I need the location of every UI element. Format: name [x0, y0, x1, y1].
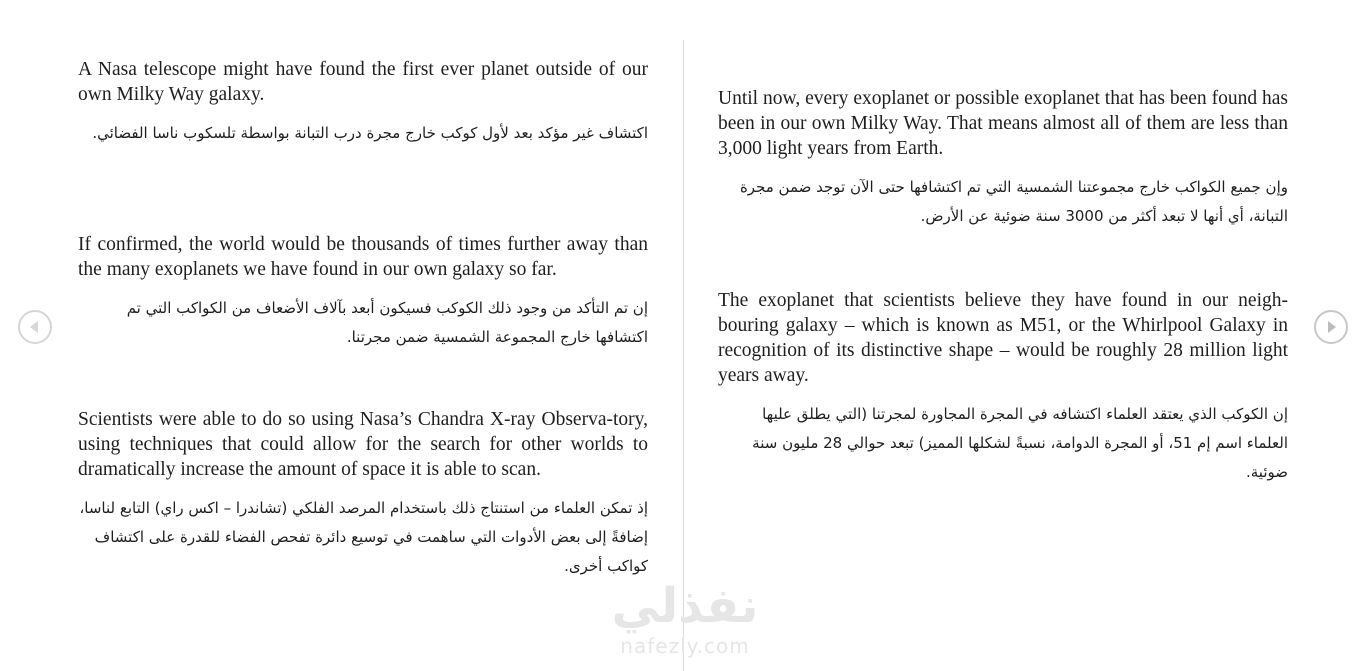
- paragraph-block: [718, 86, 1288, 231]
- english-paragraph: If confirmed, the world would be thousands of times further away than the many exoplanets we have found in our own galaxy so far.: [78, 234, 648, 280]
- paragraph-block: [718, 288, 1288, 487]
- page-gutter-divider: [683, 40, 684, 671]
- arabic-paragraph: إن الكوكب الذي يعتقد العلماء اكتشافه في المجرة المجاورة لمجرتنا (التي يطلق عليها العلماء اسم إم 51، أو المجرة الدوامة، نسبةً لشكلها المميز) تبعد حوالي 28 مليون سنة ضوئية.: [752, 405, 1288, 481]
- english-paragraph: A Nasa telescope might have found the first ever planet outside of our own Milky Way galaxy.: [78, 59, 648, 105]
- chevron-left-icon: [27, 319, 43, 335]
- watermark-arabic-text: نفذلي: [611, 578, 759, 634]
- watermark-url-text: nafezly.com: [620, 634, 750, 658]
- right-page: [718, 0, 1288, 671]
- paragraph-block: [78, 57, 648, 148]
- english-paragraph: Scientists were able to do so using Nasa’s Chandra X-ray Observa-tory, using techniques that could allow for the search for other worlds to dramatically increase the amount of space it is able to scan.: [78, 409, 648, 480]
- next-page-button[interactable]: [1314, 310, 1348, 344]
- previous-page-button[interactable]: [18, 310, 52, 344]
- english-paragraph: Until now, every exoplanet or possible exoplanet that has been found has been in our own Milky Way. That means almost all of them are less than 3,000 light years from Earth.: [718, 88, 1288, 159]
- paragraph-block: [78, 407, 648, 581]
- arabic-paragraph: اكتشاف غير مؤكد بعد لأول كوكب خارج مجرة درب التبانة بواسطة تلسكوب ناسا الفضائي.: [92, 124, 648, 142]
- arabic-paragraph: إن تم التأكد من وجود ذلك الكوكب فسيكون أبعد بآلاف الأضعاف من الكواكب التي تم اكتشافها خارج المجموعة الشمسية ضمن مجرتنا.: [126, 299, 648, 346]
- left-page: [78, 0, 648, 671]
- arabic-paragraph: إذ تمكن العلماء من استنتاج ذلك باستخدام المرصد الفلكي (تشاندرا – اكس راي) التابع لناسا، إضافةً إلى بعض الأدوات التي ساهمت في توسيع دائرة تفحص الفضاء للقدرة على اكتشاف كواكب أخرى.: [79, 499, 648, 575]
- english-paragraph: The exoplanet that scientists believe they have found in our neigh-bouring galaxy – which is known as M51, or the Whirlpool Galaxy in recognition of its distinctive shape – would be roughly 28 million light years away.: [718, 290, 1288, 386]
- paragraph-block: [78, 232, 648, 352]
- chevron-right-icon: [1323, 319, 1339, 335]
- arabic-paragraph: وإن جميع الكواكب خارج مجموعتنا الشمسية التي تم اكتشافها حتى الآن توجد ضمن مجرة التبانة، أي أنها لا تبعد أكثر من 3000 سنة ضوئية عن الأرض.: [739, 178, 1288, 225]
